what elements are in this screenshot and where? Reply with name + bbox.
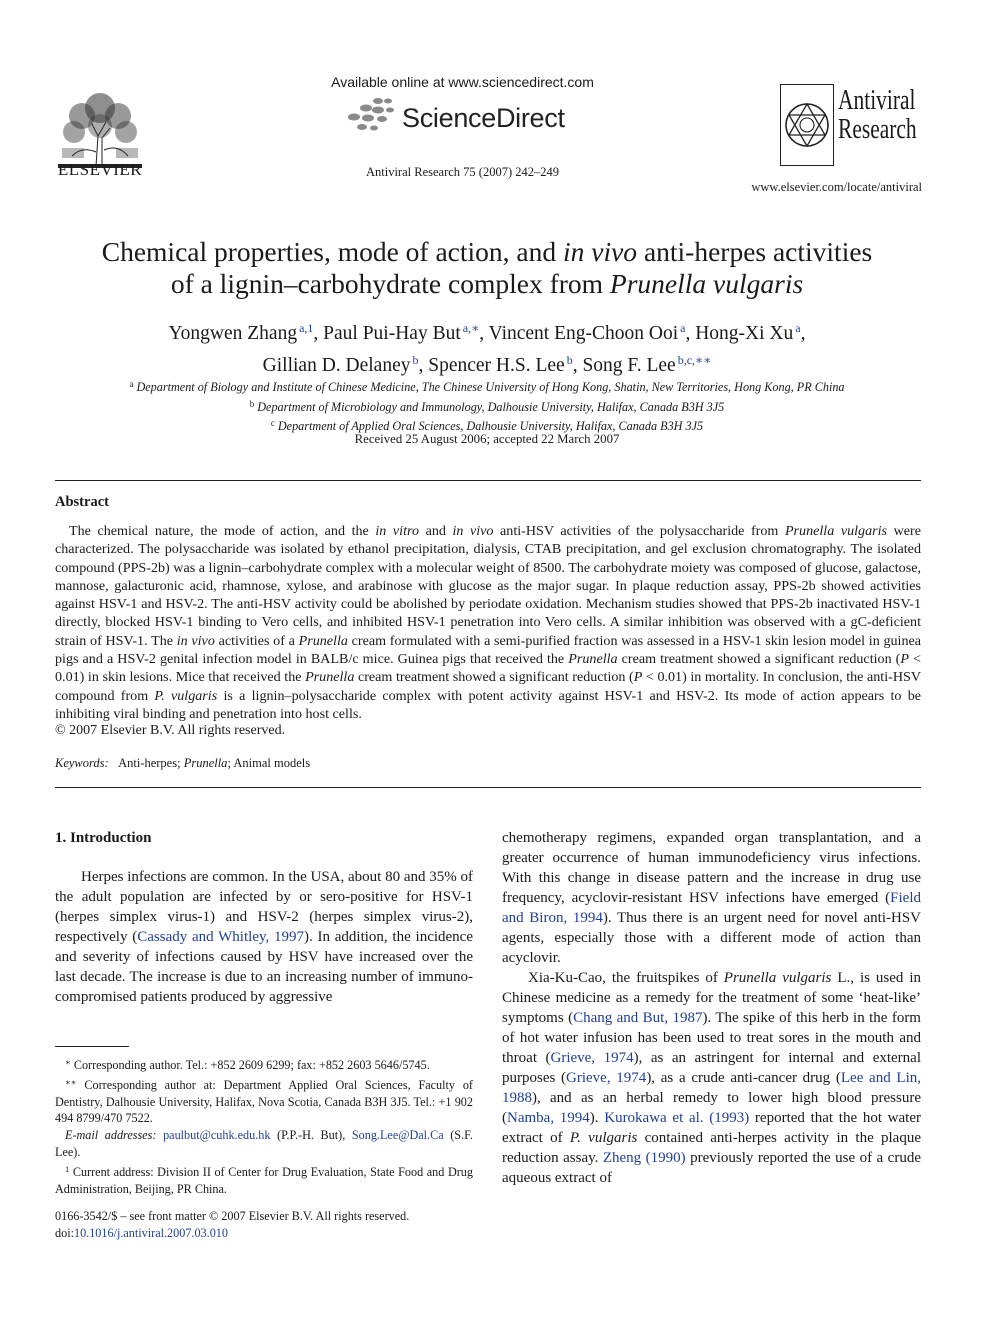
citation-link[interactable]: Grieve, 1974 — [550, 1050, 634, 1066]
issn-line: 0166-3542/$ – see front matter © 2007 Elsevier B.V. All rights reserved. — [55, 1209, 410, 1223]
footnotes — [55, 1054, 473, 1197]
author: Yongwen Zhang $^{a,1}$, — [168, 321, 324, 344]
journal-url[interactable]: www.elsevier.com/locate/antiviral — [751, 180, 922, 194]
publisher-name: ELSEVIER — [57, 160, 143, 179]
citation-link[interactable]: Zheng (1990) — [602, 1150, 686, 1166]
paragraph: chemotherapy regimens, expanded organ transplantation, and a greater occurrence of human immunodeficiency virus infections. With this change in disease pattern and the increase in drug use frequency, acyclovir-resistant HSV infections have emerged (Field and Biron, 1994). Thus there is an urgent need for novel anti-HSV agents, especially those with a different mode of action than acyclovir. — [502, 830, 921, 966]
affiliation: $^c$ Department of Applied Oral Sciences, Dalhousie University, Halifax, Canada B3H 3J5 — [270, 418, 704, 433]
keywords: Keywords: Anti-herpes; Prunella; Animal models — [55, 756, 311, 770]
footnote: E-mail addresses: paulbut@cuhk.edu.hk (P.P.-H. But), Song.Lee@Dal.Ca (S.F. Lee). — [55, 1128, 473, 1159]
author-affil-mark[interactable]: a,1 — [299, 321, 314, 335]
citation-link[interactable]: Grieve, 1974 — [566, 1070, 647, 1086]
author-affil-mark[interactable]: a,∗ — [462, 321, 480, 335]
paragraph: Xia-Ku-Cao, the fruitspikes of Prunella vulgaris L., is used in Chinese medicine as a remedy for the treatment of some ‘heat-like’ symptoms (Chang and But, 1987). The spike of this herb in the form of hot water infusion has been used to treat sores in the mouth and throat (Grieve, 1974), as an astringent for internal and external purposes (Grieve, 1974), as a crude anti-cancer drug (Lee and Lin, 1988), and as an herbal remedy to lower high blood pressure (Namba, 1994). Kurokawa et al. (1993) reported that the hot water extract of P. vulgaris contained anti-herpes activity in the plaque reduction assay. Zheng (1990) previously reported the use of a crude aqueous extract of — [502, 970, 922, 1186]
divider — [55, 480, 921, 481]
footnote-divider — [55, 1046, 129, 1047]
footnote: $^1$ Current address: Division II of Center for Drug Evaluation, State Food and Drug Administration, Beijing, PR China. — [55, 1163, 473, 1196]
author: Gillian D. Delaney $^b$, — [262, 353, 429, 376]
title-text: of a lignin–carbohydrate complex from — [170, 268, 610, 299]
footnote: ∗ Corresponding author. Tel.: +852 2609 6299; fax: +852 2603 5646/5745. — [65, 1057, 430, 1072]
author: Song F. Lee $^{b,c,∗∗}$ — [582, 353, 712, 376]
received-dates: Received 25 August 2006; accepted 22 March 2007 — [354, 432, 620, 446]
affiliation: $^b$ Department of Microbiology and Immunology, Dalhousie University, Halifax, Canada B3H 3J5 — [249, 398, 725, 414]
citation-link[interactable]: Chang and But, 1987 — [573, 1010, 703, 1026]
author-list — [52, 315, 922, 379]
abstract-heading: Abstract — [55, 494, 109, 510]
author-affil-mark[interactable]: b,c,∗∗ — [677, 353, 712, 367]
citation-link[interactable]: Field and Biron, 1994 — [502, 890, 921, 926]
available-online-text[interactable]: Available online at www.sciencedirect.com — [331, 74, 594, 90]
keywords-label: Keywords: — [55, 756, 109, 770]
author: Spencer H.S. Lee $^b$, — [428, 353, 583, 376]
title-text: Chemical properties, mode of action, and — [101, 236, 563, 267]
section-heading: 1. Introduction — [55, 830, 152, 846]
email-link[interactable]: paulbut@cuhk.edu.hk — [163, 1128, 271, 1143]
citation-link[interactable]: Lee and Lin, 1988 — [502, 1070, 922, 1106]
citation-link[interactable]: Kurokawa et al. (1993) — [604, 1110, 750, 1126]
sciencedirect-wordmark: ScienceDirect — [402, 103, 565, 133]
citation-link[interactable]: Cassady and Whitley, 1997 — [137, 929, 304, 945]
author-affil-mark[interactable]: a — [680, 321, 686, 335]
journal-logo-line1: Antiviral — [838, 84, 916, 116]
author-affil-mark[interactable]: a — [795, 321, 801, 335]
paragraph: Herpes infections are common. In the USA, about 80 and 35% of the adult population are infected by or sero-positive for HSV-1 (herpes simplex virus-1) and HSV-2 (herpes simplex virus-2), respectively (Cassady and Whitley, 1997). In addition, the incidence and severity of infections caused by HSV have increased over the last decade. The increase is due to an increasing number of immuno-compromised patients produced by aggressive — [55, 869, 473, 1005]
author-affil-mark[interactable]: b — [566, 353, 573, 367]
journal-reference: Antiviral Research 75 (2007) 242–249 — [365, 165, 559, 179]
intro-right-column — [502, 828, 921, 1188]
journal-cover-emblem — [780, 84, 834, 166]
issn-doi — [55, 1208, 409, 1242]
journal-logo-line2: Research — [838, 113, 917, 145]
abstract-body: The chemical nature, the mode of action, and the in vitro and in vivo anti-HSV activities of the polysaccharide from Prunella vulgaris were characterized. The polysaccharide was isolated by ethanol precipitation, dialysis, CTAB precipitation, and gel exclusion chromatography. The isolated compound (PPS-2b) was a lignin–carbohydrate complex with a molecular weight of 8500. The carbohydrate moiety was composed of glucose, galactose, mannose, galacturonic acid, rhamnose, xylose, and arabinose with glucose as the major sugar. In plaque reduction assay, PPS-2b showed activities against HSV-1 and HSV-2. The anti-HSV activity could be abolished by periodate oxidation. Mechanism studies showed that PPS-2b inactivated HSV-1 directly, blocked HSV-1 binding to Vero cells, and inhibited HSV-1 penetration into Vero cells. A similar inhibition was observed with a gC-deficient strain of HSV-1. The in vivo activities of a Prunella cream formulated with a semi-purified fraction was assessed in a HSV-1 skin lesion model in guinea pigs and a HSV-2 genital infection model in BALB/c mice. Guinea pigs that received the Prunella cream treatment showed a significant reduction (P < 0.01) in skin lesions. Mice that received the Prunella cream treatment showed a significant reduction (P < 0.01) in mortality. In conclusion, the anti-HSV compound from P. vulgaris is a lignin–polysaccharide complex with potent activity against HSV-1 and HSV-2. Its mode of action appears to be inhibiting viral binding and penetration into host cells. — [55, 523, 922, 722]
affiliation: $^a$ Department of Biology and Institute of Chinese Medicine, The Chinese University of Hong Kong, Shatin, New Territories, Hong Kong, PR China — [129, 379, 845, 394]
doi-link[interactable]: 10.1016/j.antiviral.2007.03.010 — [73, 1225, 228, 1240]
doi-line: doi:10.1016/j.antiviral.2007.03.010 — [55, 1225, 228, 1240]
virus-emblem-icon — [781, 85, 833, 165]
title-italic: in vivo — [562, 236, 638, 267]
footnote: ∗∗ Corresponding author at: Department Applied Oral Sciences, Faculty of Dentistry, Dalhousie University, Halifax, Nova Scotia, Canada B3H 3J5. Tel.: +1 902 494 8799/470 7522. — [55, 1076, 473, 1126]
title-italic: Prunella vulgaris — [609, 268, 804, 299]
affiliation-list — [52, 376, 922, 435]
title-text: anti-herpes activities — [637, 236, 873, 267]
email-link[interactable]: Song.Lee@Dal.Ca — [351, 1128, 444, 1143]
author: Paul Pui-Hay But $^{a,∗}$, — [323, 321, 489, 344]
author-affil-mark[interactable]: b — [412, 353, 419, 367]
divider — [55, 787, 921, 788]
author: Hong-Xi Xu $^a$, — [695, 321, 806, 344]
sciencedirect-dots-icon — [344, 96, 402, 136]
journal-logo-title — [838, 86, 917, 144]
author: Vincent Eng-Choon Ooi $^a$, — [488, 321, 696, 344]
citation-link[interactable]: Namba, 1994 — [507, 1110, 590, 1126]
abstract-copyright: © 2007 Elsevier B.V. All rights reserved. — [55, 723, 286, 738]
article-title — [52, 236, 922, 300]
intro-left-column — [55, 828, 473, 1007]
